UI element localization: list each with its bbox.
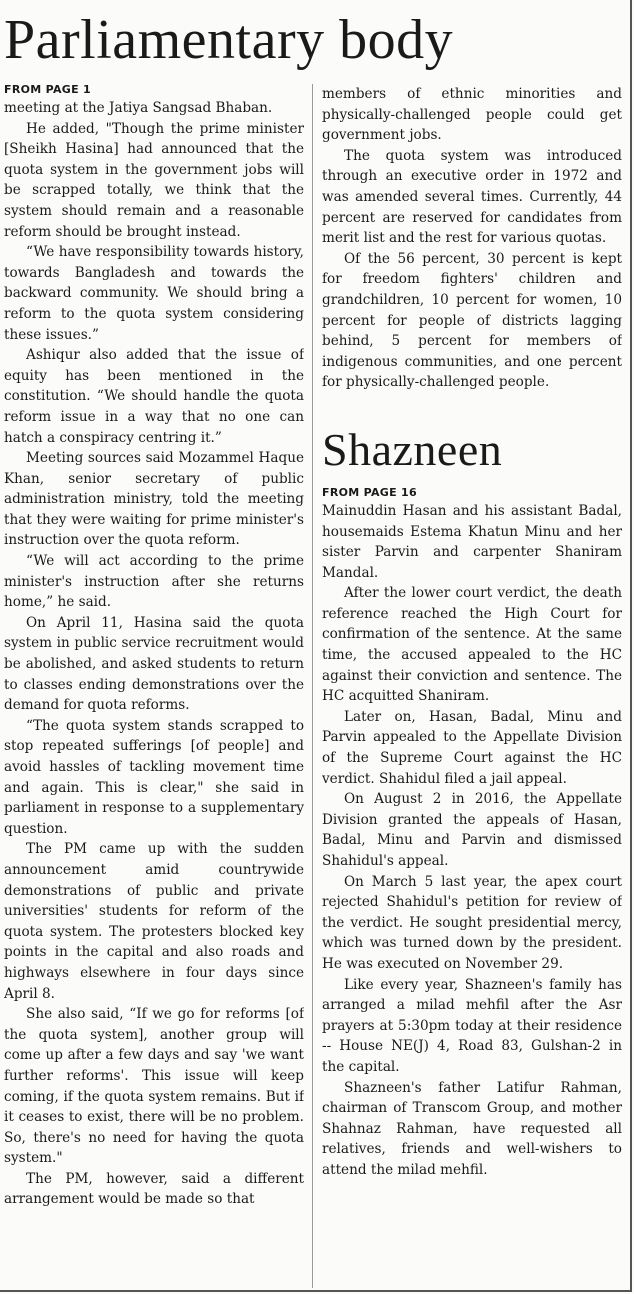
- paragraph: members of ethnic minorities and physically-challenged people could get government jobs.: [322, 86, 622, 144]
- story2-headline: Shazneen: [322, 423, 503, 475]
- paragraph: Like every year, Shazneen's family has arranged a milad mehfil after the Asr prayers at 5:30pm today at their residence -- House NE(J) 4, Road 83, Gulshan-2 in the capital.: [322, 976, 622, 1075]
- column-divider: [312, 84, 313, 1288]
- paragraph: The PM, however, said a different arrangement would be made so that: [4, 1170, 304, 1208]
- paragraph: The quota system was introduced through an executive order in 1972 and was amended several times. Currently, 44 percent are reserved for candidates from merit list and the rest for various quotas.: [322, 147, 622, 247]
- paragraph: On April 11, Hasina said the quota system in public service recruitment would be abolished, and asked students to return to classes ending demonstrations over the demand for quota reforms.: [4, 614, 304, 714]
- paragraph: “The quota system stands scrapped to stop repeated sufferings [of people] and avoid hassles of tackling movement time and again. This is clear," she said in parliament in response to a supplementary question.: [4, 717, 304, 837]
- paragraph: meeting at the Jatiya Sangsad Bhaban.: [4, 100, 273, 116]
- headline: Parliamentary body: [4, 9, 454, 71]
- paragraph: Of the 56 percent, 30 percent is kept for freedom fighters' children and grandchildren, 10 percent for women, 10 percent for people of districts lagging behind, 5 percent for members of indigenous communities, and one percent for physically-challenged people.: [322, 250, 622, 391]
- paragraph: “We have responsibility towards history, towards Bangladesh and towards the backward community. We should bring a reform to the quota system considering these issues.”: [4, 244, 304, 343]
- from-page-label: FROM PAGE 16: [322, 485, 417, 499]
- from-page-label: FROM PAGE 1: [4, 83, 92, 96]
- paragraph: Shazneen's father Latifur Rahman, chairman of Transcom Group, and mother Shahnaz Rahman, have requested all relatives, friends and well-wishers to attend the milad mehfil.: [322, 1079, 622, 1178]
- paragraph: Meeting sources said Mozammel Haque Khan, senior secretary of public administration ministry, told the meeting that they were waiting for prime minister's instruction over the quota reform.: [4, 450, 304, 549]
- paragraph: “We will act according to the prime minister's instruction after she returns home,” he said.: [4, 553, 304, 611]
- paragraph: She also said, “If we go for reforms [of the quota system], another group will come up after a few days and say 'we want further reforms'. This issue will keep coming, if the quota system remains. But if it ceases to exist, there will be no problem. So, there's no need for having the quota system.": [4, 1006, 304, 1167]
- left-column: [4, 82, 304, 1286]
- paragraph: He added, "Though the prime minister [Sheikh Hasina] had announced that the quota system in the government jobs will be scrapped totally, we think that the system should remain and a reasonable reform should be brought instead.: [4, 120, 304, 240]
- paragraph: On August 2 in 2016, the Appellate Division granted the appeals of Hasan, Badal, Minu and Parvin and dismissed Shahidul's appeal.: [322, 791, 622, 869]
- paragraph: The PM came up with the sudden announcement amid countrywide demonstrations of public and private universities' students for reform of the quota system. The protesters blocked key points in the capital and also roads and highways elsewhere in four days since April 8.: [4, 841, 304, 1002]
- right-column: [322, 84, 622, 1290]
- paragraph: Mainuddin Hasan and his assistant Badal, housemaids Estema Khatun Minu and her sister Parvin and carpenter Shaniram Mandal.: [322, 502, 622, 581]
- paragraph: After the lower court verdict, the death reference reached the High Court for confirmation of the sentence. At the same time, the accused appealed to the HC against their conviction and sentence. The HC acquitted Shaniram.: [322, 585, 622, 705]
- paragraph: Later on, Hasan, Badal, Minu and Parvin appealed to the Appellate Division of the Supreme Court against the HC verdict. Shahidul filed a jail appeal.: [322, 708, 622, 787]
- paragraph: On March 5 last year, the apex court rejected Shahidul's petition for review of the verdict. He sought presidential mercy, which was turned down by the president. He was executed on November 29.: [322, 873, 622, 972]
- paragraph: Ashiqur also added that the issue of equity has been mentioned in the constitution. “We should handle the quota reform issue in a way that no one can hatch a conspiracy centring it.”: [4, 347, 304, 446]
